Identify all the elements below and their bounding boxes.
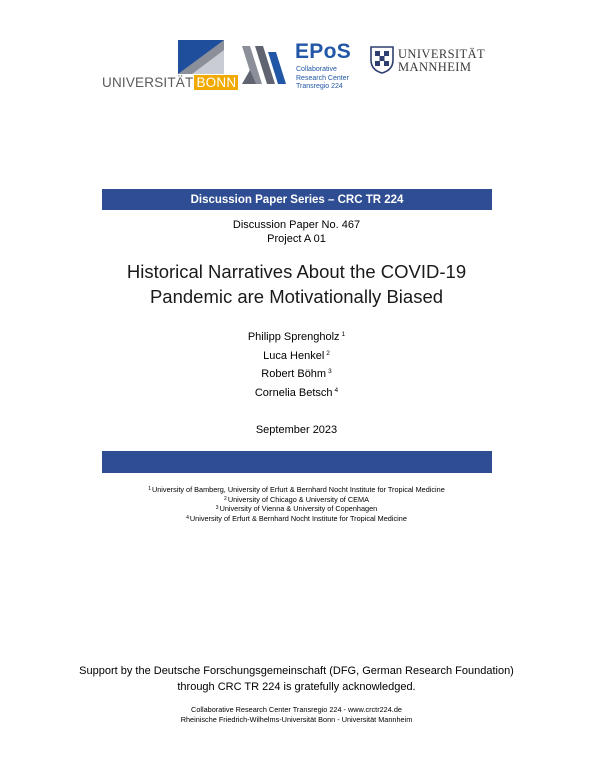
- funding-line: through CRC TR 224 is gratefully acknowledged.: [177, 680, 416, 693]
- footer-line: Collaborative Research Center Transregio 224 - www.crctr224.de: [191, 705, 402, 714]
- author: Luca Henkel $^2$: [263, 349, 330, 362]
- affiliation: $^2$University of Chicago & University of CEMA: [224, 494, 369, 504]
- divider-banner: [102, 451, 492, 473]
- bonn-emblem-icon: [102, 40, 224, 74]
- series-banner-text: Discussion Paper Series – CRC TR 224: [190, 193, 404, 206]
- epos-subtitle: Collaborative Research Center Transregio 224: [296, 66, 349, 91]
- paper-title: [0, 259, 593, 309]
- page-footer: [0, 705, 593, 724]
- mannheim-crest-icon: [368, 44, 396, 74]
- project-label: Project A 01: [267, 233, 326, 245]
- author: Cornelia Betsch $^4$: [254, 386, 339, 399]
- paper-title-line: Historical Narratives About the COVID-19: [126, 261, 467, 282]
- paper-title-line: Pandemic are Motivationally Biased: [149, 286, 444, 307]
- series-banner: [102, 189, 492, 210]
- author: Philipp Sprengholz $^1$: [247, 331, 346, 343]
- mannheim-wordmark: UNIVERSITÄT MANNHEIM: [398, 47, 486, 74]
- paper-info: [0, 218, 593, 246]
- funding-acknowledgement: [0, 664, 593, 695]
- epos-title: EPoS: [295, 40, 352, 63]
- affiliation: $^4$University of Erfurt & Bernhard Nocht Institute for Tropical Medicine: [186, 514, 407, 524]
- author-list: [0, 327, 593, 401]
- bonn-wordmark: UNIVERSITÄT BONN: [102, 75, 237, 90]
- footer-line: Rheinische Friedrich-Wilhelms-Universität Bonn - Universität Mannheim: [180, 714, 413, 724]
- epos-logo: [240, 42, 360, 94]
- author: Robert Böhm $^3$: [261, 368, 332, 380]
- paper-number: Discussion Paper No. 467: [232, 219, 361, 231]
- university-mannheim-logo: [368, 44, 488, 80]
- affiliation-list: [0, 485, 593, 524]
- affiliation: $^3$University of Vienna & University of Copenhagen: [215, 504, 378, 514]
- epos-emblem-icon: [240, 44, 296, 90]
- university-bonn-logo: [102, 40, 237, 92]
- publication-date: September 2023: [255, 424, 338, 436]
- affiliation: $^1$University of Bamberg, University of Erfurt & Bernhard Nocht Institute for Tropical Medicine: [148, 485, 445, 494]
- funding-line: Support by the Deutsche Forschungsgemeinschaft (DFG, German Research Foundation): [79, 665, 514, 677]
